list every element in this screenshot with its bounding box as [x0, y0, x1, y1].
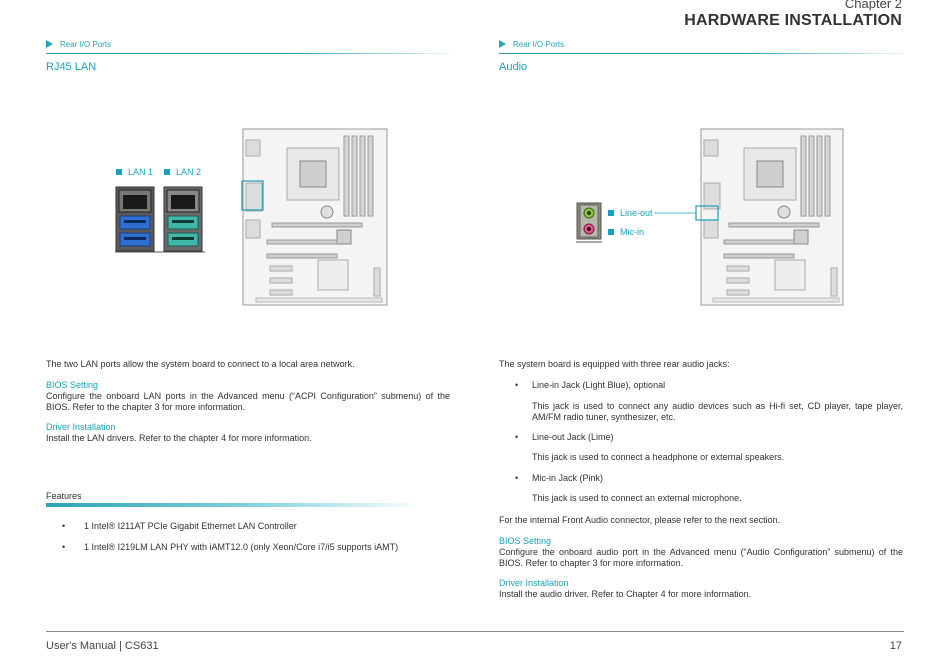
legend-lan1: LAN 1 — [116, 167, 153, 177]
jack-1-name: Line-in Jack (Light Blue), optional — [532, 380, 666, 390]
legend-square-icon — [116, 169, 122, 175]
lan-driver-heading: Driver Installation — [46, 422, 116, 432]
audio-bios-heading: BIOS Setting — [499, 536, 552, 546]
lan-ports-illustration — [115, 186, 207, 254]
feature-item-2: 1 Intel® I219LM LAN PHY with iAMT12.0 (only Xeon/Core i7/i5 supports iAMT) — [84, 542, 399, 552]
legend-square-icon — [608, 210, 614, 216]
chapter-label: Chapter 2 — [844, 0, 902, 11]
audio-intro-text: The system board is equipped with three rear audio jacks: — [499, 359, 730, 369]
breadcrumb-left: Rear I/O Ports — [46, 40, 111, 49]
lan-driver-text: Install the LAN drivers. Refer to the chapter 4 for more information. — [46, 433, 312, 443]
jack-2-desc: This jack is used to connect a headphone or external speakers. — [532, 452, 785, 462]
front-audio-note: For the internal Front Audio connector, please refer to the next section. — [499, 515, 781, 525]
footer-rule — [46, 631, 904, 632]
legend-line-out: Line-out — [608, 208, 653, 218]
chapter-title: HARDWARE INSTALLATION — [684, 12, 902, 29]
lan-intro-text: The two LAN ports allow the system board to connect to a local area network. — [46, 359, 355, 369]
audio-bios-text: Configure the onboard audio port in the Advanced menu (“Audio Configuration” submenu) of the BIOS. Refer to chapter 3 for more information. — [499, 547, 903, 568]
jack-1-desc: This jack is used to connect any audio devices such as Hi-fi set, CD player, tape player, AM/FM radio tuner, synthesizer, etc. — [532, 401, 903, 422]
page-number: 17 — [889, 640, 902, 652]
audio-driver-heading: Driver Installation — [499, 578, 569, 588]
section-title-rj45: RJ45 LAN — [46, 61, 97, 73]
leader-line — [654, 212, 698, 216]
feature-item-1: 1 Intel® I211AT PCIe Gigabit Ethernet LAN Controller — [84, 521, 297, 531]
lan-bios-text: Configure the onboard LAN ports in the Advanced menu (“ACPI Configuration” submenu) of the BIOS. Refer to the chapter 3 for more information. — [46, 391, 450, 412]
legend-mic-in: Mic-in — [608, 227, 644, 237]
bullet-dot-icon: • — [515, 473, 519, 483]
features-bar — [46, 503, 410, 507]
lan1-port-stack — [116, 187, 154, 251]
section-title-audio: Audio — [499, 61, 528, 73]
breadcrumb-rule-right — [499, 53, 903, 54]
breadcrumb-rule-left — [46, 53, 450, 54]
audio-jacks-illustration — [576, 202, 604, 244]
features-label: Features — [46, 491, 82, 501]
motherboard-diagram-right — [696, 128, 844, 306]
legend-square-icon — [164, 169, 170, 175]
legend-lan2: LAN 2 — [164, 167, 201, 177]
bullet-dot-icon: • — [62, 521, 66, 531]
jack-2-name: Line-out Jack (Lime) — [532, 432, 614, 442]
footer-manual: User's Manual | CS631 — [46, 640, 159, 652]
jack-3-desc: This jack is used to connect an external microphone. — [532, 493, 742, 503]
bullet-dot-icon: • — [62, 542, 66, 552]
legend-square-icon — [608, 229, 614, 235]
triangle-icon — [499, 40, 506, 48]
bullet-dot-icon: • — [515, 432, 519, 442]
audio-driver-text: Install the audio driver. Refer to Chapter 4 for more information. — [499, 589, 752, 599]
lan-bios-heading: BIOS Setting — [46, 380, 99, 390]
lan2-port-stack — [164, 187, 202, 251]
jack-3-name: Mic-in Jack (Pink) — [532, 473, 604, 483]
bullet-dot-icon: • — [515, 380, 519, 390]
triangle-icon — [46, 40, 53, 48]
breadcrumb-right: Rear I/O Ports — [499, 40, 564, 49]
motherboard-diagram-left — [242, 128, 388, 306]
